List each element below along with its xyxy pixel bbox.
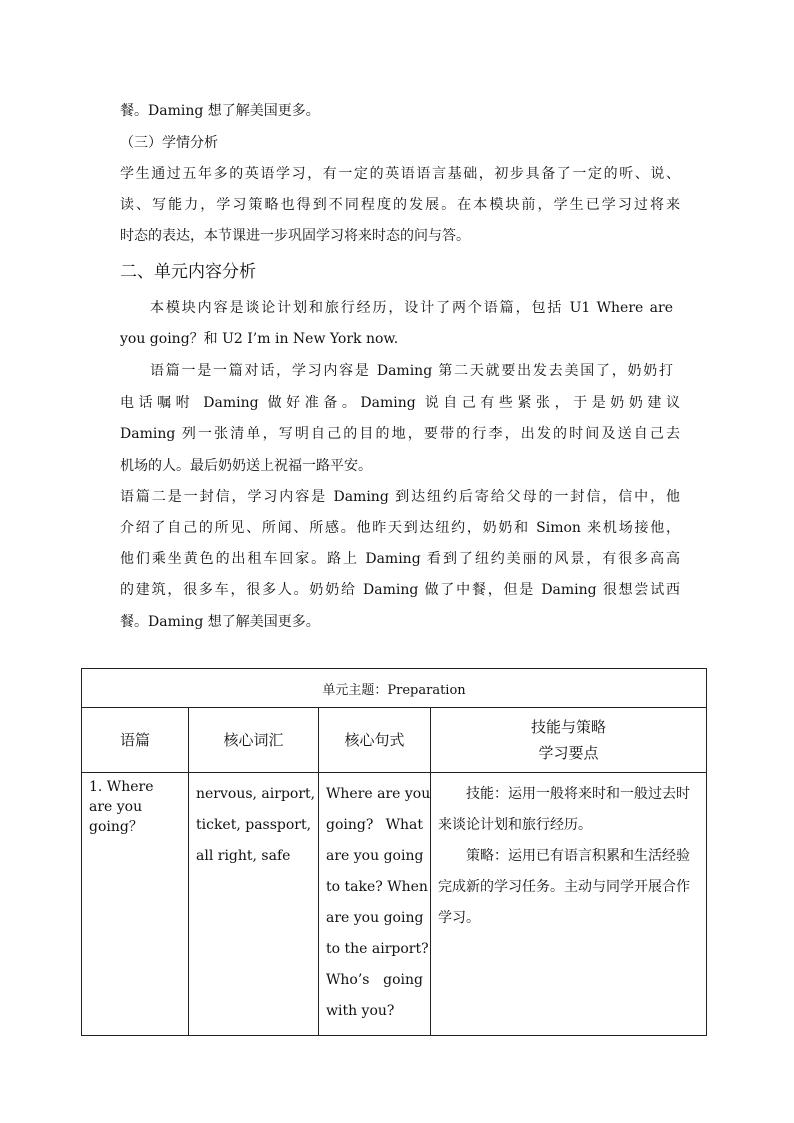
sentence-line: going? What [326, 817, 423, 833]
unit-table [81, 668, 707, 1036]
paragraph-line: 机场的人。最后奶奶送上祝福一路平安。 [120, 458, 372, 474]
paragraph-line: Daming 列一张清单，写明自己的目的地，要带的行李，出发的时间及送自己去 [120, 426, 680, 442]
paragraph-line: 餐。Daming 想了解美国更多。 [120, 614, 320, 630]
sentence-line: are you going [326, 910, 424, 926]
paragraph-line: 语篇二是一封信，学习内容是 Daming 到达纽约后寄给父母的一封信，信中，他 [120, 489, 680, 505]
skills-content [431, 773, 706, 942]
strategy-paragraph: 策略：运用已有语言积累和生活经验完成新的学习任务。主动与同学开展合作学习。 [438, 848, 690, 926]
paragraph-line: 介绍了自己的所见、所闻、所感。他昨天到达纽约，奶奶和 Simon 来机场接他， [120, 520, 680, 536]
paragraph-line: you going？和 U2 I’m in New York now. [120, 331, 399, 347]
header-skills [431, 708, 707, 773]
header-vocab: 核心词汇 [189, 708, 319, 773]
sentence-line: to take? When [326, 879, 428, 895]
paragraph-line: 餐。Daming 想了解美国更多。 [120, 103, 320, 119]
paragraph-line: 读、写能力，学习策略也得到不同程度的发展。在本模块前，学生已学习过将来 [120, 197, 680, 213]
header-skills-line1: 技能与策略 [531, 718, 607, 736]
cell-sentences [319, 773, 431, 1036]
paragraph-line: 时态的表达，本节课进一步巩固学习将来时态的问与答。 [120, 228, 470, 244]
paragraph-line: 他们乘坐黄色的出租车回家。路上 Daming 看到了纽约美丽的风景，有很多高高 [120, 551, 680, 567]
unit-theme-cell: 单元主题：Preparation [82, 669, 707, 708]
paragraph-line: 本模块内容是谈论计划和旅行经历，设计了两个语篇，包括 U1 Where are [150, 300, 673, 316]
sentence-line: with you? [326, 1003, 395, 1019]
sentence-line: Where are you [326, 786, 431, 802]
cell-vocab [189, 773, 319, 1036]
table-header-row [82, 708, 707, 773]
header-sentences: 核心句式 [319, 708, 431, 773]
sentence-line: to the airport? [326, 941, 429, 957]
paragraph-line: 学生通过五年多的英语学习，有一定的英语语言基础，初步具备了一定的听、说、 [120, 166, 680, 182]
sentence-list [319, 773, 430, 1035]
paragraph-line: 语篇一是一篇对话，学习内容是 Daming 第二天就要出发去美国了，奶奶打 [150, 363, 673, 379]
vocab-line: ticket, passport, [196, 817, 312, 833]
cell-text [82, 773, 189, 1036]
section-heading: 二、单元内容分析 [120, 262, 256, 282]
vocab-line: all right, safe [196, 848, 291, 864]
table-theme-row [82, 669, 707, 708]
paragraph-line: 电话嘱咐 Daming 做好准备。Daming 说自己有些紧张，于是奶奶建议 [120, 395, 680, 411]
vocab-line: nervous, airport, [196, 786, 316, 802]
skills-paragraph: 技能：运用一般将来时和一般过去时来谈论计划和旅行经历。 [438, 786, 690, 833]
cell-text-content: 1. Where are you going？ [89, 779, 154, 835]
section-subheading: （三）学情分析 [120, 135, 218, 151]
table-row [82, 773, 707, 1036]
header-text: 语篇 [82, 708, 189, 773]
header-skills-line2: 学习要点 [538, 744, 599, 762]
vocab-list [189, 773, 318, 880]
sentence-line: are you going [326, 848, 424, 864]
sentence-line: Who’s going [326, 972, 423, 988]
paragraph-line: 的建筑，很多车，很多人。奶奶给 Daming 做了中餐，但是 Daming 很想尝试西 [120, 582, 680, 598]
cell-skills [431, 773, 707, 1036]
